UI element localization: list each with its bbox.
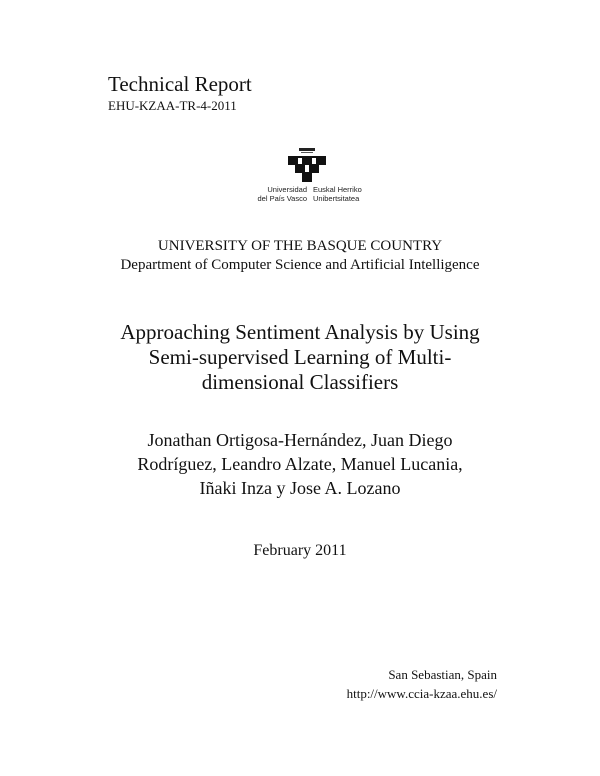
publication-date: February 2011 [253, 542, 347, 559]
report-id: EHU-KZAA-TR-4-2011 [108, 98, 237, 113]
author-list-line2: Rodríguez, Leandro Alzate, Manuel Lucania, [137, 454, 463, 474]
logo-name-basque-line2: Unibertsitatea [313, 194, 360, 203]
logo-name-basque [313, 185, 362, 203]
logo-name-spanish [258, 185, 307, 203]
department-name: Department of Computer Science and Artificial Intelligence [120, 257, 480, 273]
logo-name-spanish-line1: Universidad [267, 185, 307, 194]
report-title-line3: dimensional Classifiers [201, 370, 399, 394]
university-name: UNIVERSITY OF THE BASQUE COUNTRY [157, 238, 443, 254]
author-list [0, 428, 600, 500]
author-list-line1: Jonathan Ortigosa-Hernández, Juan Diego [147, 430, 453, 450]
report-type: Technical Report [108, 72, 252, 96]
report-title [0, 320, 600, 395]
report-title-line2: Semi-supervised Learning of Multi- [148, 345, 452, 369]
website-link[interactable]: http://www.ccia-kzaa.ehu.es/ [346, 686, 497, 701]
logo-name-basque-line1: Euskal Herriko [313, 185, 362, 194]
author-list-line3: Iñaki Inza y Jose A. Lozano [199, 478, 401, 498]
university-logo [240, 148, 380, 208]
university-seal-icon [286, 148, 328, 184]
logo-name-spanish-line2: del País Vasco [257, 194, 307, 203]
report-title-line1: Approaching Sentiment Analysis by Using [120, 320, 480, 344]
location: San Sebastian, Spain [388, 667, 497, 682]
